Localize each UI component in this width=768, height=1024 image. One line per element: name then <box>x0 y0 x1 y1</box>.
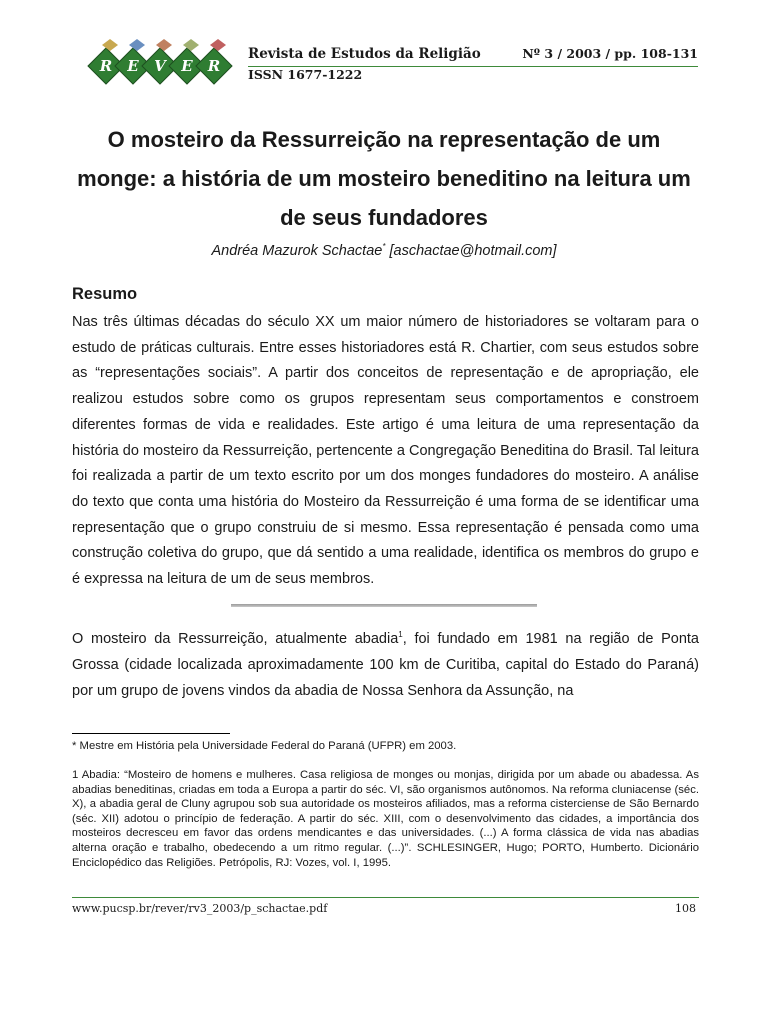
footer-rule <box>72 897 699 898</box>
author-name: Andréa Mazurok Schactae <box>211 242 383 259</box>
logo-letter: V <box>154 57 166 75</box>
body-paragraph <box>72 622 699 704</box>
author-email[interactable]: [aschactae@hotmail.com] <box>389 242 557 259</box>
page-number: 108 <box>675 902 696 915</box>
footnote-ref-1[interactable]: 1 <box>398 630 403 639</box>
abstract-heading: Resumo <box>72 285 138 303</box>
article-title: O mosteiro da Ressurreição na representação de um monge: a história de um mosteiro beneditino na leitura um de seus fundadores <box>77 127 691 230</box>
body-text: O mosteiro da Ressurreição, atualmente abadia <box>72 630 399 647</box>
journal-header <box>70 36 698 96</box>
journal-name: Revista de Estudos da Religião <box>248 46 481 62</box>
rever-logo <box>70 36 242 96</box>
abstract-body: Nas três últimas décadas do século XX um maior número de historiadores se voltaram para o estudo de práticas culturais. Entre esses historiadores está R. Chartier, com seus estudos sobre as “representações sociais”. A partir dos conceitos de representação e de apropriação, ele realizou estudos sobre como os grupos representam seus comportamentos e constroem diferentes formas de vida e realidades. Este artigo é uma leitura de uma representação da história do mosteiro da Ressurreição, pertencente a Congregação Beneditina do Brasil. Tal leitura foi realizada a partir de um texto escrito por um dos monges fundadores do mosteiro. A análise do texto que conta uma história do Mosteiro da Ressurreição é uma forma de se identificar uma representação que o grupo construiu de si mesmo. Essa representação é pensada como uma construção coletiva do grupo, que dá sentido a uma realidade, identifica os membros do grupo e é expressa na leitura de um de seus membros. <box>72 314 699 588</box>
body-text: , foi fundado em 1981 na região de Ponta Grossa (cidade localizada aproximadamente 100 km de Curitiba, capital do Estado do Paraná) por um grupo de jovens vindos da abadia de Nossa Senhora da Assunção, na <box>72 630 699 699</box>
logo-letter: R <box>207 57 221 75</box>
section-separator <box>231 604 537 607</box>
author-footnote: * Mestre em História pela Universidade Federal do Paraná (UFPR) em 2003. <box>72 740 457 752</box>
issn: ISSN 1677-1222 <box>248 67 363 82</box>
logo-letter: E <box>181 57 193 75</box>
footer-url[interactable]: www.pucsp.br/rever/rv3_2003/p_schactae.pdf <box>72 902 328 915</box>
footnote-rule <box>72 733 230 734</box>
footnote-1: 1 Abadia: “Mosteiro de homens e mulheres. Casa religiosa de monges ou monjas, dirigida por um abade ou abadessa. As abadias beneditinas, criadas em toda a Europa a partir do séc. VI, são organismos autônomos. Na reforma cluniacense (séc. X), a abadia geral de Cluny agrupou sob sua autoridade os mosteiros afiliados, mas a reforma cisterciense de São Bernardo (séc. XII) adotou o princípio de federação. A partir do séc. XIII, com o desenvolvimento das cidades, a importância dos mosteiros decresceu em favor das ordens mendicantes e das universidades. (...) A forma clássica de vida nas abadias alterna oração e trabalho, obedecendo a um ritmo regular. (...)”. SCHLESINGER, Hugo; PORTO, Humberto. Dicionário Enciclopédico das Religiões. Petrópolis, RJ: Vozes, vol. I, 1995. <box>72 769 699 869</box>
logo-letter: R <box>99 57 113 75</box>
issue-info: Nº 3 / 2003 / pp. 108-131 <box>522 46 698 61</box>
author-line <box>72 242 696 259</box>
logo-letter: E <box>127 57 139 75</box>
author-footnote-mark: * <box>382 242 386 251</box>
